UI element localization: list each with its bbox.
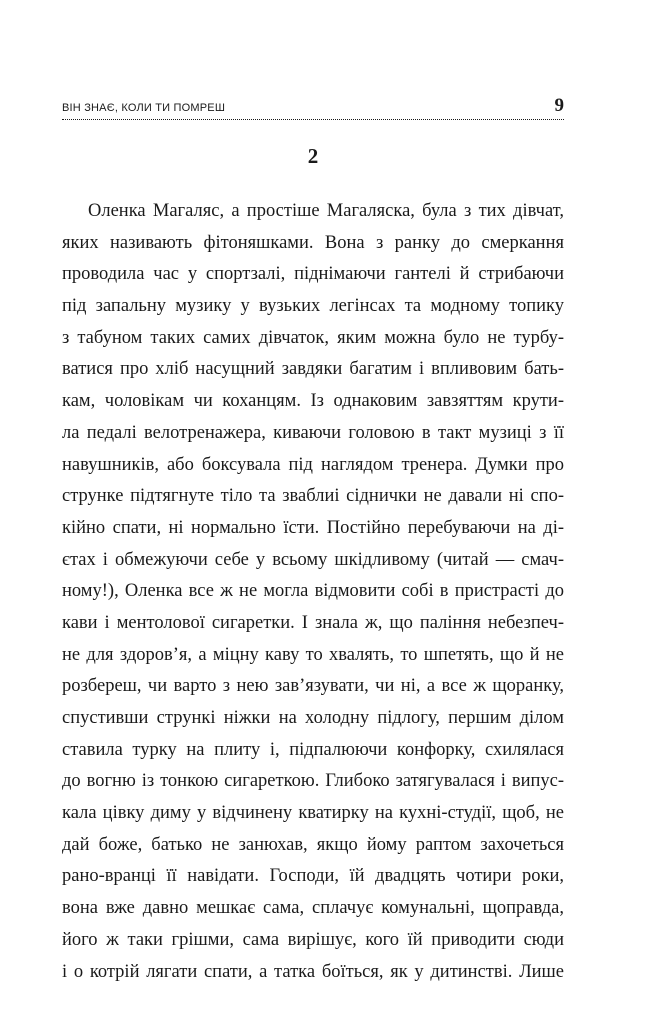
chapter-number: 2 [307,144,319,168]
text-line: дай боже, батько не занюхав, якщо йому раптом захочеться [62,834,564,855]
text-line: спустивши стрункі ніжки на холодну підлогу, першим ділом [62,708,564,728]
text-line: рано-вранці її навідати. Господи, їй двадцять чотири роки, [62,866,564,887]
text-line: яких називають фітоняшками. Вона з ранку до смеркання [62,232,564,253]
text-line: не для здоров’я, а міцну каву то хвалять, то шпетять, що й не [62,644,564,665]
text-line: ставила турку на плиту і, підпалюючи конфорку, схилялася [62,739,564,760]
running-header [62,94,564,120]
text-line: його ж таки грішми, сама вирішує, кого їй приводити сюди [62,929,564,950]
text-line: ватися про хліб насущний завдяки багатим і впливовим бать- [62,359,564,380]
text-line: ному!), Оленка все ж не могла відмовити собі в пристрасті до [62,581,564,602]
text-line: під запальну музику у вузьких легінсах та модному топику [62,296,564,317]
text-line: кала цівку диму у відчинену кватирку на кухні-студії, щоб, не [62,803,564,824]
text-line: кам, чоловікам чи коханцям. Із однаковим завзяттям крути- [62,391,564,412]
running-title: ВІН ЗНАЄ, КОЛИ ТИ ПОМРЕШ [62,102,226,114]
text-line: ла педалі велотренажера, киваючи головою в такт музиці з її [62,422,564,443]
header-dotted-rule [62,119,564,120]
body-text [62,196,564,988]
text-line: кійно спати, ні нормально їсти. Постійно перебуваючи на ді- [62,517,564,538]
text-line: до вогню із тонкою сигареткою. Глибоко затягувалася і випус- [62,771,564,792]
text-line: Оленка Магаляс, а простіше Магаляска, була з тих дівчат, [88,201,564,221]
text-line: і о котрій лягати спати, а татка боїться, як у дитинстві. Лише [62,961,564,982]
book-page [62,0,564,1024]
text-line: кави і ментолової сигаретки. І знала ж, що паління небезпеч- [62,612,564,633]
text-line: вона вже давно мешкає сама, сплачує комунальні, щоправда, [62,898,564,919]
text-line: розбереш, чи варто з нею зав’язувати, чи ні, а все ж щоранку, [62,676,564,697]
text-line: струнке підтягнуте тіло та зваблиі сіднички не давали ні спо- [62,486,564,507]
text-line: єтах і обмежуючи себе у всьому шкідливому (читай — смач- [62,549,564,570]
text-line: навушників, або боксувала під наглядом тренера. Думки про [62,454,564,475]
text-line: з табуном таких самих дівчаток, яким можна було не турбу- [62,327,564,348]
text-line: проводила час у спортзалі, піднімаючи гантелі й стрибаючи [62,264,564,285]
page-number: 9 [554,95,564,116]
